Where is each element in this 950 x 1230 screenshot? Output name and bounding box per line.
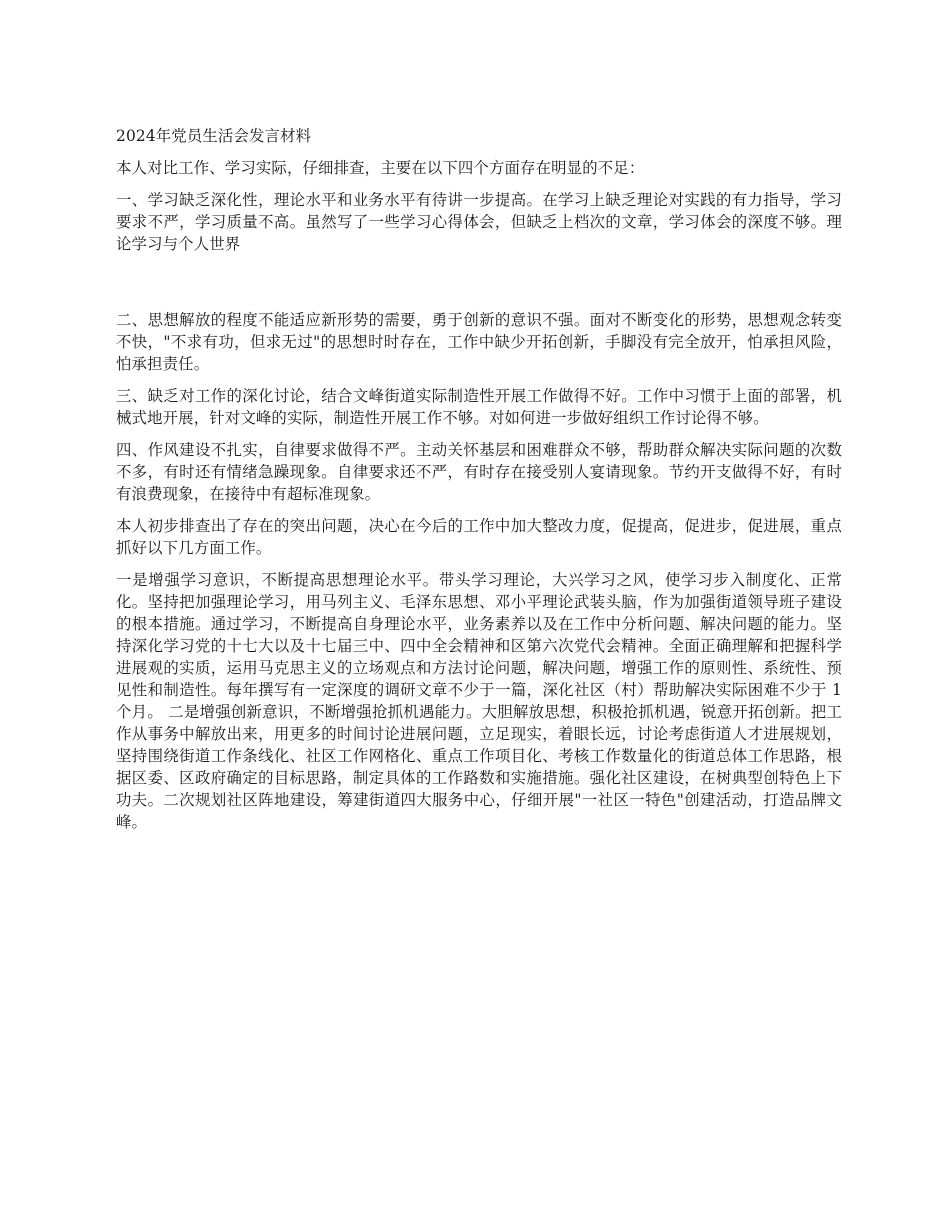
paragraph-intro: 本人对比工作、学习实际，仔细排查，主要在以下四个方面存在明显的不足：	[116, 159, 645, 177]
document-title: 2024年党员生活会发言材料	[116, 127, 312, 145]
document-page	[116, 125, 842, 843]
paragraph-issue-4: 四、作风建设不扎实，自律要求做得不严。主动关怀基层和困难群众不够，帮助群众解决实际问题的次数不多，有时还有情绪急躁现象。自律要求还不严，有时存在接受别人宴请现象。节约开支做得不好，有时有浪费现象，在接待中有超标准现象。	[116, 441, 842, 503]
paragraph-resolution: 本人初步排查出了存在的突出问题，决心在今后的工作中加大整改力度，促提高，促进步，促进展，重点抓好以下几方面工作。	[116, 517, 842, 557]
paragraph-issue-2: 二、思想解放的程度不能适应新形势的需要，勇于创新的意识不强。面对不断变化的形势，思想观念转变不快，"不求有功，但求无过"的思想时时存在，工作中缺少开拓创新，手脚没有完全放开，怕承担风险，怕承担责任。	[116, 311, 842, 373]
paragraph-issue-1: 一、学习缺乏深化性，理论水平和业务水平有待讲一步提高。在学习上缺乏理论对实践的有力指导，学习要求不严，学习质量不高。虽然写了一些学习心得体会，但缺乏上档次的文章，学习体会的深度不够。理论学习与个人世界	[116, 191, 842, 253]
paragraph-measures: 一是增强学习意识，不断提高思想理论水平。带头学习理论，大兴学习之风，使学习步入制度化、正常化。坚持把加强理论学习，用马列主义、毛泽东思想、邓小平理论武装头脑，作为加强街道领导班子建设的根本措施。通过学习，不断提高自身理论水平，业务素养以及在工作中分析问题、解决问题的能力。坚持深化学习党的十七大以及十七届三中、四中全会精神和区第六次党代会精神。全面正确理解和把握科学进展观的实质，运用马克思主义的立场观点和方法讨论问题，解决问题，增强工作的原则性、系统性、预见性和制造性。每年撰写有一定深度的调研文章不少于一篇，深化社区（村）帮助解决实际困难不少于 1 个月。 二是增强创新意识，不断增强抢抓机遇能力。大胆解放思想，积极抢抓机遇，锐意开拓创新。把工作从事务中解放出来，用更多的时间讨论进展问题，立足现实，着眼长远，讨论考虑街道人才进展规划，坚持围绕街道工作条线化、社区工作网格化、重点工作项目化、考核工作数量化的街道总体工作思路，根据区委、区政府确定的目标思路，制定具体的工作路数和实施措施。强化社区建设，在树典型创特色上下功夫。二次规划社区阵地建设，筹建街道四大服务中心，仔细开展"一社区一特色"创建活动，打造品牌文峰。	[116, 571, 842, 831]
paragraph-issue-3: 三、缺乏对工作的深化讨论，结合文峰街道实际制造性开展工作做得不好。工作中习惯于上面的部署，机械式地开展，针对文峰的实际，制造性开展工作不够。对如何进一步做好组织工作讨论得不够。	[116, 387, 842, 427]
